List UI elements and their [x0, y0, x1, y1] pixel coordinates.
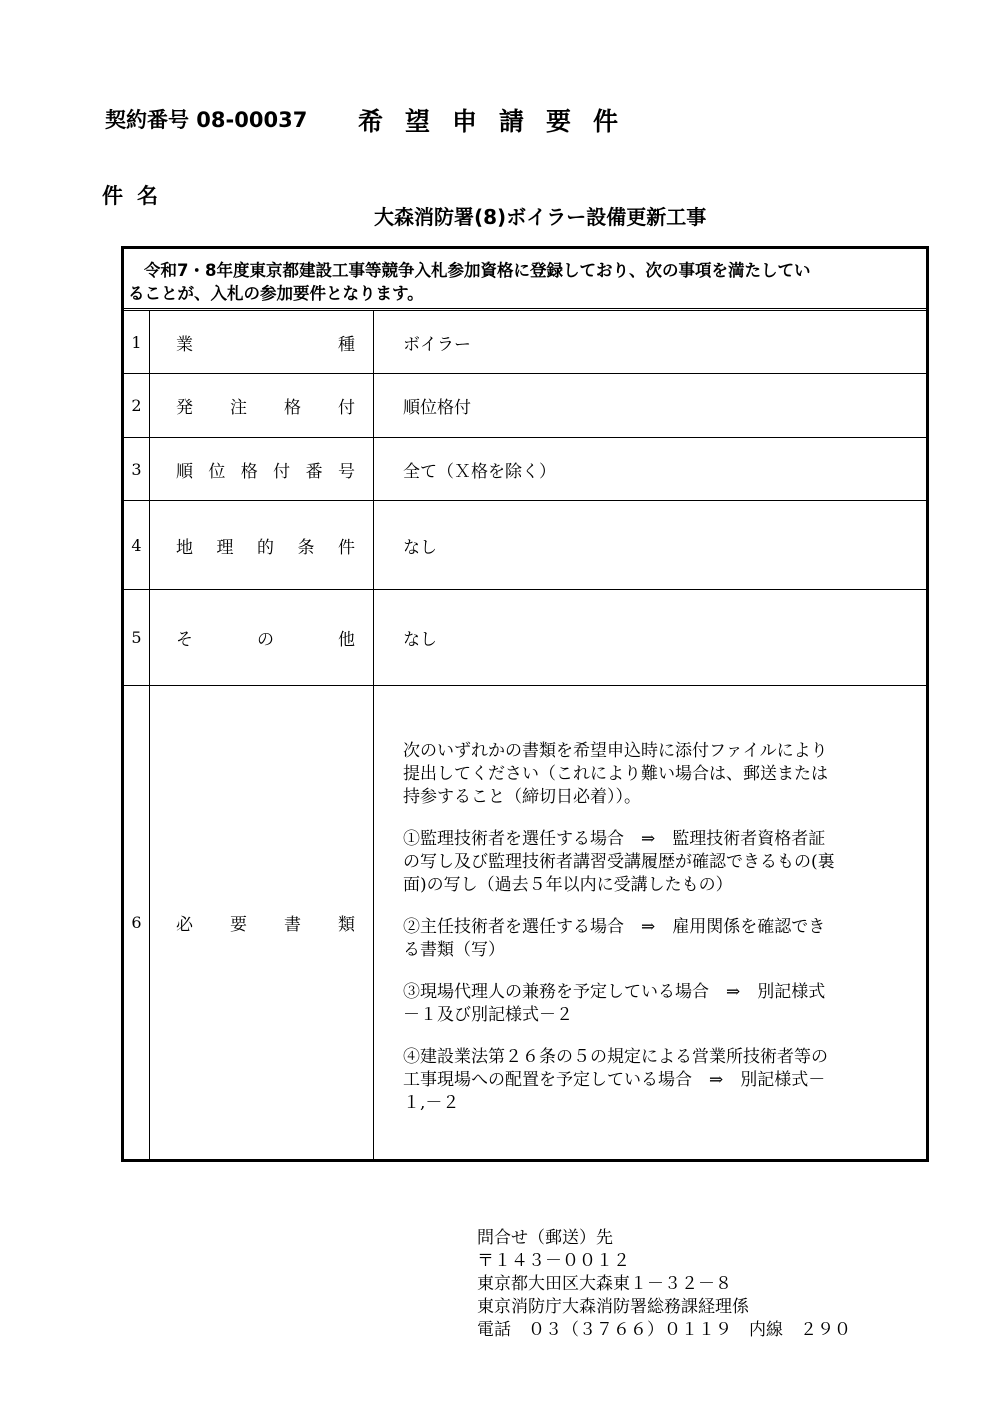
row-number: 2: [124, 374, 150, 437]
postal-code: 〒１４３－００１２: [477, 1251, 630, 1271]
row-value: 全て（Ｘ格を除く）: [403, 461, 556, 482]
table-row: [124, 438, 926, 501]
row-value: 順位格付: [403, 398, 471, 418]
row-label: 順 位 格 付 番 号: [176, 461, 355, 482]
contact-block: [477, 1227, 851, 1342]
paragraph: ③現場代理人の兼務を予定している場合 ⇒ 別記様式 －１及び別記様式－２: [403, 982, 826, 1025]
requirements-table: [121, 246, 929, 1162]
intro-text: [124, 249, 926, 311]
office-name: 東京消防庁大森消防署総務課経理係: [477, 1297, 749, 1317]
paragraph: ①監理技術者を選任する場合 ⇒ 監理技術者資格者証 の写し及び監理技術者講習受講履歴が確認できるもの(裏 面)の写し（過去５年以内に受講したもの）: [403, 829, 835, 895]
table-row: [124, 590, 926, 686]
row-value: なし: [403, 537, 437, 558]
paragraph: 次のいずれかの書類を希望申込時に添付ファイルにより 提出してください（これにより難い場合は、郵送または 持参すること（締切日必着））。: [403, 741, 828, 807]
row-number: 1: [124, 311, 150, 373]
subject-label: 件名: [102, 184, 172, 208]
contract-number: 契約番号 08-00037: [105, 108, 308, 132]
intro-line-1: 令和7・8年度東京都建設工事等競争入札参加資格に登録しており、次の事項を満たしてい: [144, 261, 811, 280]
document-title: 希望申請要件: [358, 107, 641, 136]
table-row: [124, 501, 926, 590]
row-number: 6: [124, 686, 150, 1159]
row-number: 3: [124, 438, 150, 500]
row-number: 5: [124, 590, 150, 685]
row-label: 発 注 格 付: [176, 398, 355, 418]
row-number: 4: [124, 501, 150, 589]
row-value: なし: [403, 630, 437, 650]
project-name: 大森消防署(8)ボイラー設備更新工事: [374, 205, 707, 229]
row-label: 地 理 的 条 件: [176, 537, 355, 558]
phone-number: 電話 ０３（３７６６）０１１９ 内線 ２９０: [477, 1320, 851, 1340]
table-row: [124, 686, 926, 1159]
table-row: [124, 311, 926, 374]
row-label: そ の 他: [176, 630, 355, 650]
row-label: 業 種: [176, 334, 355, 355]
row-value: ボイラー: [403, 334, 471, 355]
table-row: [124, 374, 926, 438]
required-documents-text: [374, 686, 926, 1159]
paragraph: ②主任技術者を選任する場合 ⇒ 雇用関係を確認でき る書類（写）: [403, 917, 826, 960]
contact-heading: 問合せ（郵送）先: [477, 1228, 613, 1248]
paragraph: ④建設業法第２６条の５の規定による営業所技術者等の 工事現場への配置を予定している場合 ⇒ 別記様式－ １,－２: [403, 1047, 828, 1113]
intro-line-2: ることが、入札の参加要件となります。: [128, 284, 424, 303]
address: 東京都大田区大森東１－３２－８: [477, 1274, 732, 1294]
row-label: 必 要 書 類: [176, 915, 355, 935]
